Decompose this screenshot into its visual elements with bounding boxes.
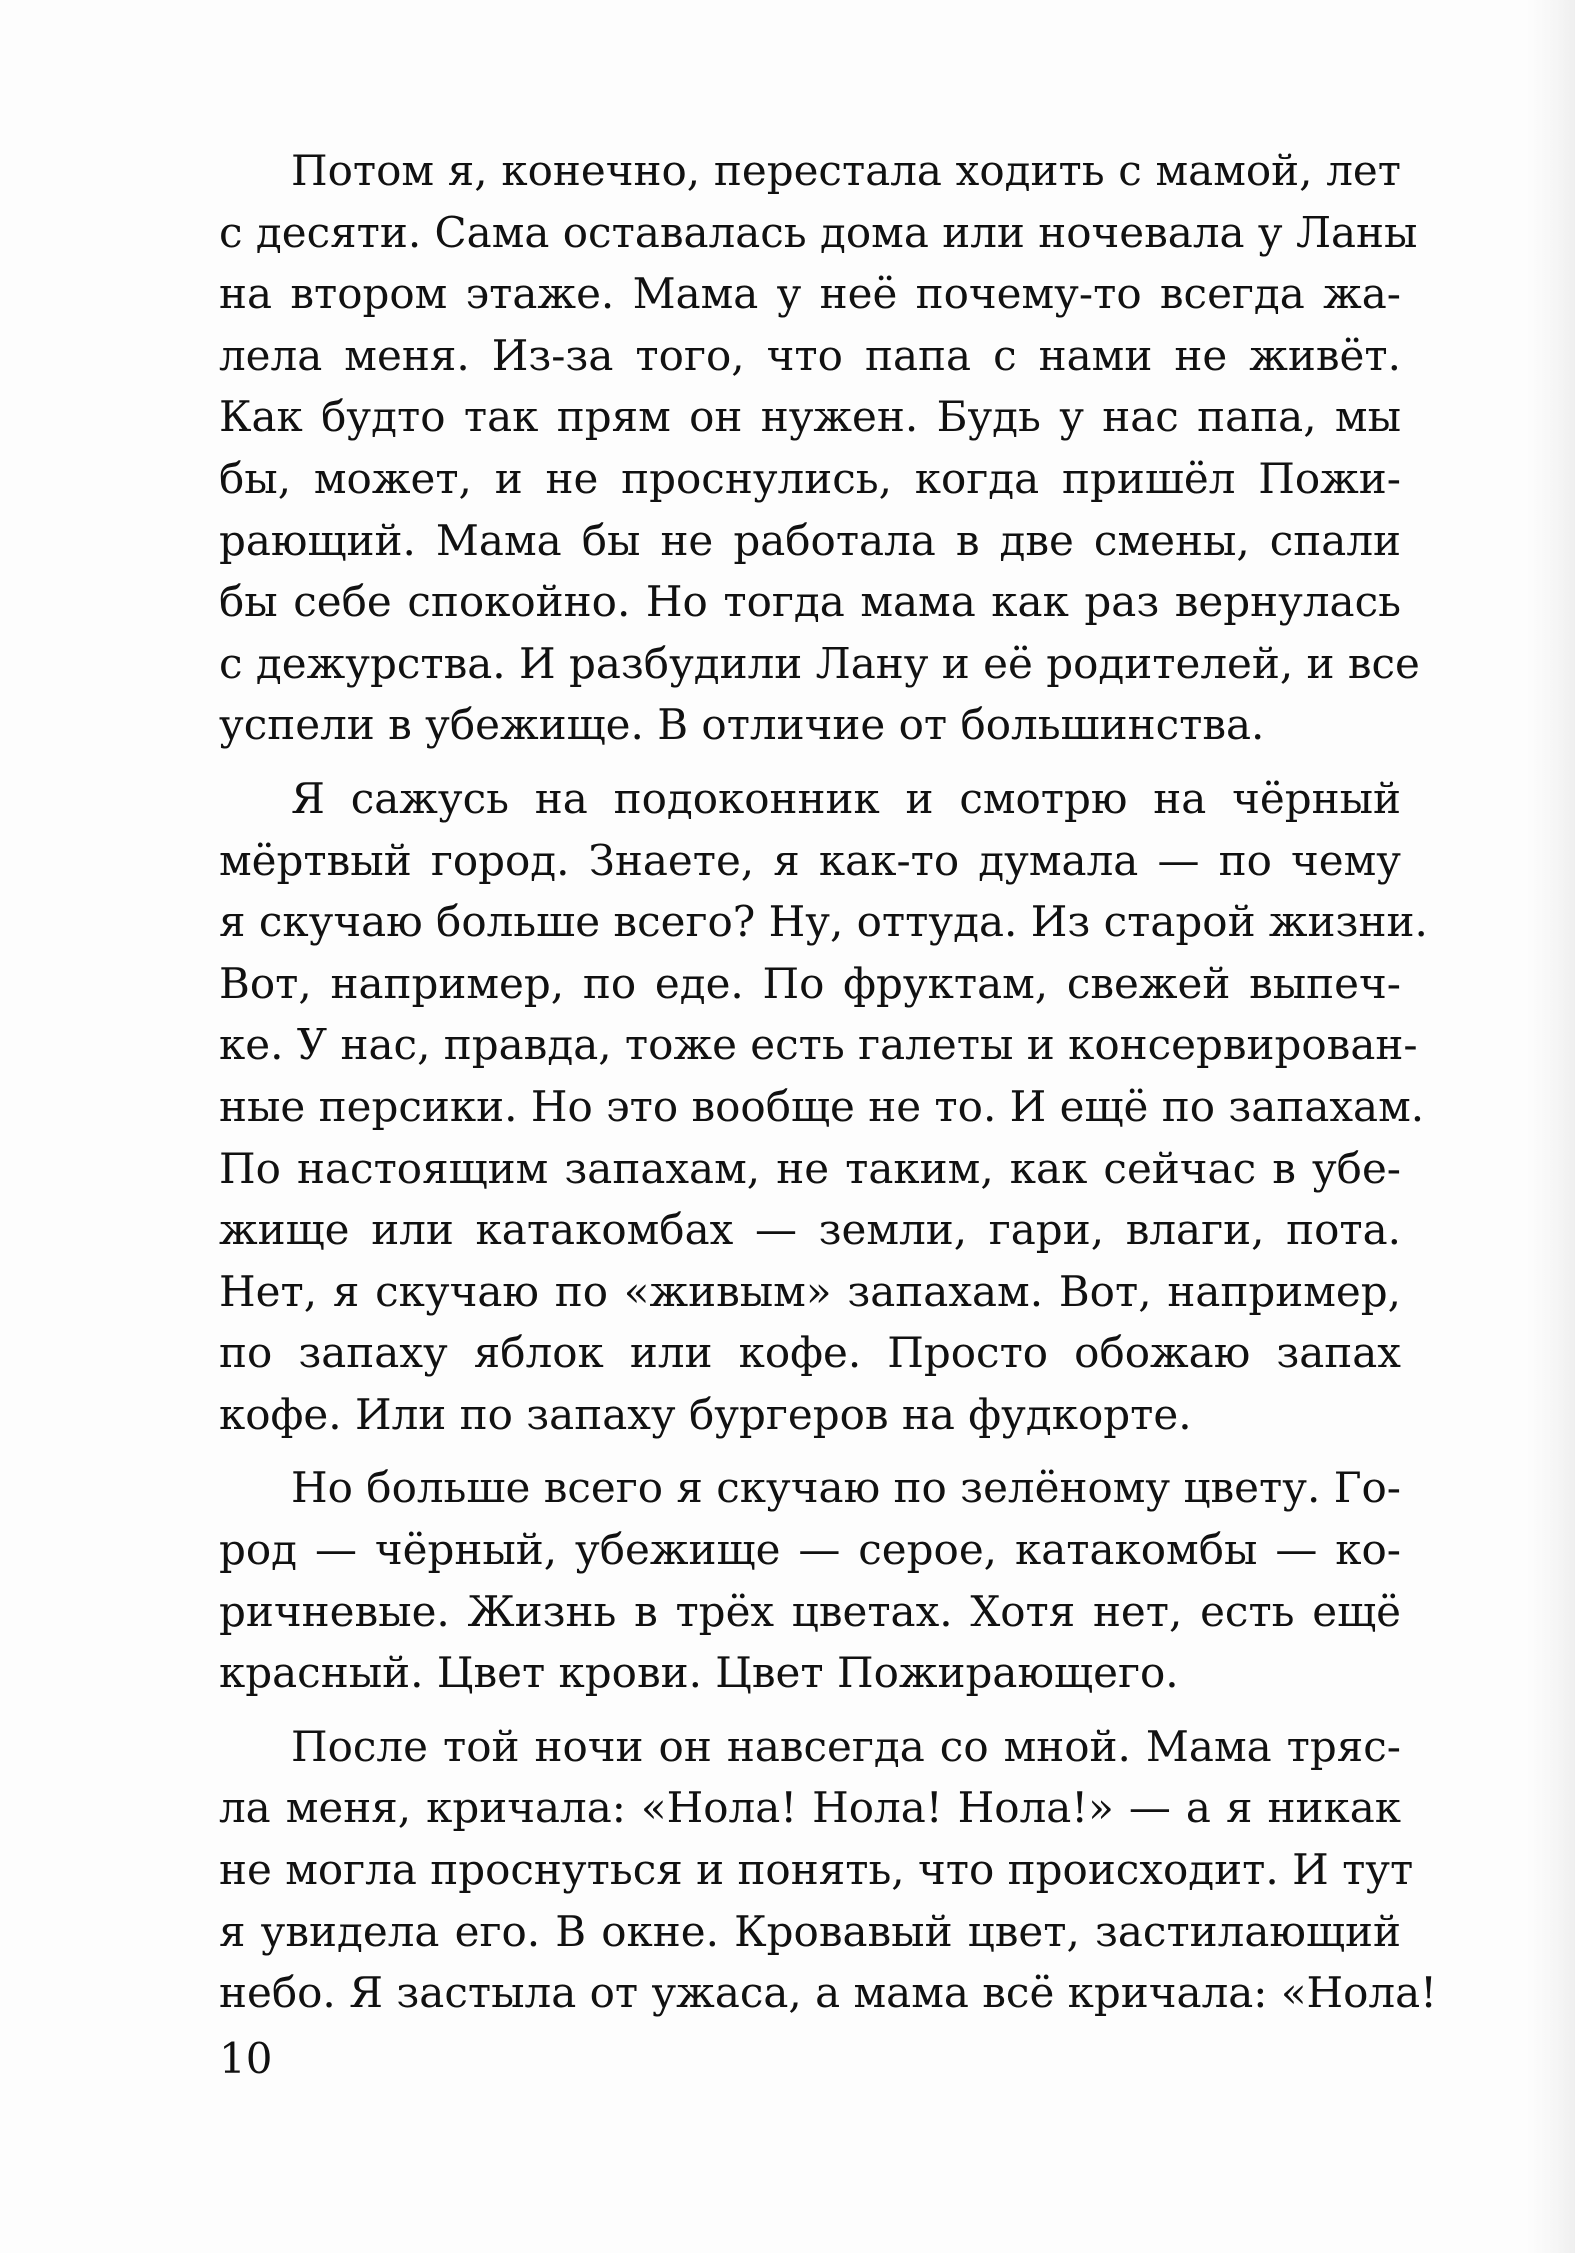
text-line: на втором этаже. Мама у неё почему-то всегда жа-: [219, 269, 1401, 319]
text-line: красный. Цвет крови. Цвет Пожирающего.: [219, 1648, 1179, 1698]
text-line: я скучаю больше всего? Ну, оттуда. Из старой жизни.: [219, 897, 1428, 947]
text-line: По настоящим запахам, не таким, как сейчас в убе-: [219, 1143, 1401, 1193]
text-line: бы себе спокойно. Но тогда мама как раз вернулась: [219, 577, 1401, 627]
text-line: по запаху яблок или кофе. Просто обожаю запах: [219, 1328, 1401, 1378]
text-line: лела меня. Из-за того, что папа с нами не живёт.: [219, 330, 1401, 380]
paragraph-gap: [219, 756, 1401, 768]
paragraph: [219, 768, 1428, 1446]
paragraph-gap: [219, 1704, 1401, 1716]
text-line: с десяти. Сама оставалась дома или ночевала у Ланы: [219, 207, 1418, 257]
text-line: После той ночи он навсегда со мной. Мама тряс-: [291, 1721, 1401, 1771]
text-line: род — чёрный, убежище — серое, катакомбы — ко-: [219, 1525, 1401, 1575]
text-line: рающий. Мама бы не работала в две смены, спали: [219, 515, 1401, 565]
text-line: ла меня, кричала: «Нола! Нола! Нола!» — а я никак: [219, 1783, 1401, 1833]
text-line: мёртвый город. Знаете, я как-то думала — по чему: [219, 835, 1401, 885]
text-line: ные персики. Но это вообще не то. И ещё по запахам.: [219, 1081, 1425, 1131]
paragraph-gap: [219, 1445, 1401, 1457]
text-line: с дежурства. И разбудили Лану и её родителей, и все: [219, 638, 1420, 688]
text-line: кофе. Или по запаху бургеров на фудкорте.: [219, 1389, 1192, 1439]
text-line: небо. Я застыла от ужаса, а мама всё кричала: «Нола!: [219, 1968, 1438, 2018]
text-line: Как будто так прям он нужен. Будь у нас папа, мы: [219, 392, 1401, 442]
text-line: жище или катакомбах — земли, гари, влаги, пота.: [219, 1205, 1401, 1255]
text-line: бы, может, и не проснулись, когда пришёл Пожи-: [219, 453, 1401, 503]
text-line: Нет, я скучаю по «живым» запахам. Вот, например,: [219, 1266, 1401, 1316]
text-line: не могла проснуться и понять, что происходит. И тут: [219, 1845, 1414, 1895]
text-line: ричневые. Жизнь в трёх цветах. Хотя нет, есть ещё: [219, 1586, 1401, 1636]
text-line: Но больше всего я скучаю по зелёному цвету. Го-: [291, 1463, 1401, 1513]
text-line: успели в убежище. В отличие от большинства.: [219, 700, 1265, 750]
paragraph: [219, 1457, 1401, 1703]
text-line: я увидела его. В окне. Кровавый цвет, застилающий: [219, 1906, 1401, 1956]
text-line: Потом я, конечно, перестала ходить с мамой, лет: [291, 146, 1401, 195]
paragraph: [219, 1716, 1438, 2024]
text-line: ке. У нас, правда, тоже есть галеты и консервирован-: [219, 1020, 1418, 1070]
text-line: Я сажусь на подоконник и смотрю на чёрный: [291, 773, 1401, 823]
text-line: Вот, например, по еде. По фруктам, свежей выпеч-: [219, 958, 1401, 1008]
body-text: [219, 140, 1438, 2024]
page-number: 10: [219, 2034, 273, 2083]
page-edge-shadow: [1527, 0, 1575, 2253]
paragraph: [219, 140, 1420, 756]
